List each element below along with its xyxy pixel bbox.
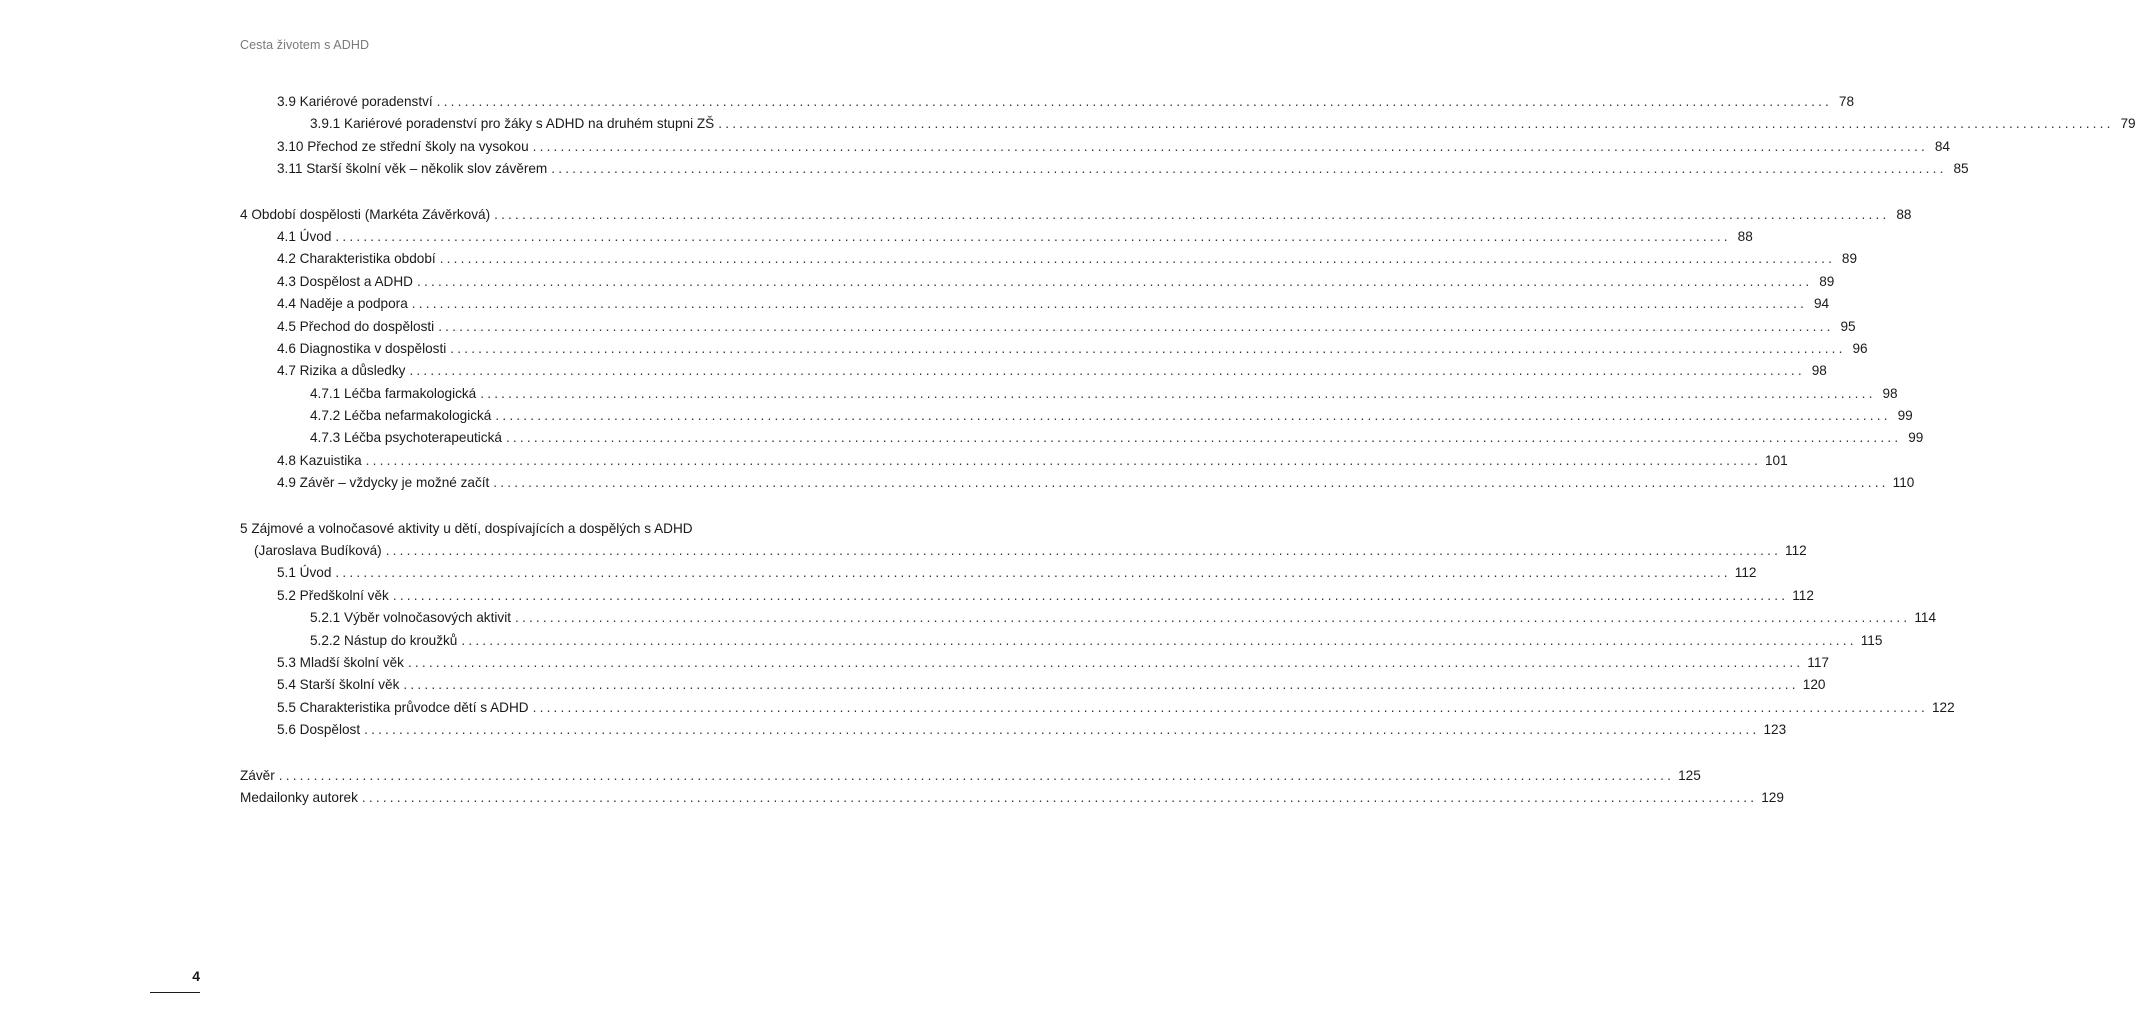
toc-entry-page: 84: [1934, 138, 1950, 154]
toc-entry-page: 115: [1860, 632, 1883, 648]
toc-entry-page: 98: [1882, 385, 1898, 401]
toc-section: [240, 765, 1784, 810]
toc-entry: [240, 427, 1924, 449]
toc-entry-title: 3.9 Kariérové poradenství: [277, 94, 433, 109]
toc-entry-page: 89: [1819, 273, 1835, 289]
toc-entry-title: 3.11 Starší školní věk – několik slov závěrem: [277, 161, 548, 177]
toc-section: [240, 91, 2136, 181]
toc-entry-title: 4.7.3 Léčba psychoterapeutická: [310, 430, 502, 446]
toc-entry-page: 78: [1838, 94, 1855, 109]
toc-entry-page: 85: [1953, 161, 1969, 177]
dot-leader: ........................................................................................................................................................................................................: [438, 318, 1834, 334]
toc-entry-page: 129: [1761, 789, 1784, 805]
toc-entry: [240, 630, 1883, 652]
toc-entry-title: 5.2.1 Výběr volnočasových aktivit: [310, 610, 511, 626]
toc-entry: [240, 113, 2136, 135]
dot-leader: ........................................................................................................................................................................................................: [407, 654, 1804, 670]
toc-entry-title: 4.7 Rizika a důsledky: [277, 363, 406, 379]
toc-entry: [240, 585, 1814, 607]
table-of-contents: [240, 91, 2136, 832]
toc-entry: [240, 652, 1829, 674]
toc-entry-page: 112: [1734, 565, 1757, 581]
toc-entry-page: 99: [1908, 430, 1924, 446]
toc-entry: [240, 136, 1950, 158]
toc-entry: [240, 450, 1788, 472]
toc-entry-title: 4.6 Diagnostika v dospělosti: [277, 340, 447, 356]
dot-leader: ........................................................................................................................................................................................................: [365, 452, 1761, 468]
toc-section: [240, 204, 1924, 495]
dot-leader: ........................................................................................................................................................................................................: [364, 722, 1760, 738]
toc-entry: [240, 540, 1807, 562]
toc-entry: [240, 472, 1915, 494]
dot-leader: ........................................................................................................................................................................................................: [411, 296, 1808, 312]
toc-entry-page: 101: [1765, 452, 1788, 468]
toc-entry: [240, 226, 1753, 248]
dot-leader: ........................................................................................................................................................................................................: [417, 273, 1813, 289]
dot-leader: ........................................................................................................................................................................................................: [392, 587, 1789, 603]
toc-entry: [240, 383, 1898, 405]
toc-entry-title: 5.4 Starší školní věk: [277, 677, 400, 693]
toc-entry-page: 117: [1807, 654, 1829, 670]
toc-entry-page: 122: [1931, 699, 1955, 715]
dot-leader: ........................................................................................................................................................................................................: [532, 138, 1928, 154]
toc-entry-page: 89: [1841, 251, 1858, 267]
toc-entry-page: 123: [1763, 722, 1787, 738]
dot-leader: ........................................................................................................................................................................................................: [494, 206, 1890, 222]
page-number-footer: [150, 968, 200, 993]
toc-entry-page: 88: [1896, 206, 1912, 222]
toc-entry-title: 3.9.1 Kariérové poradenství pro žáky s ADHD na druhém stupni ZŠ: [310, 116, 715, 132]
toc-entry-title: 4.8 Kazuistika: [277, 452, 362, 468]
toc-entry: [240, 91, 1855, 113]
toc-entry-title: 4 Období dospělosti (Markéta Závěrková): [240, 206, 491, 222]
toc-entry-title: 5 Zájmové a volnočasové aktivity u dětí, dospívajících a dospělých s ADHD: [240, 520, 693, 536]
toc-section: [240, 518, 1955, 742]
toc-entry-title: 4.1 Úvod: [277, 228, 332, 244]
toc-entry-title: 4.5 Přechod do dospělosti: [277, 318, 435, 334]
toc-entry-title: 4.7.2 Léčba nefarmakologická: [310, 408, 492, 424]
toc-entry-page: 95: [1840, 318, 1856, 334]
toc-entry-page: 110: [1892, 475, 1915, 491]
toc-entry: [240, 204, 1912, 226]
dot-leader: ........................................................................................................................................................................................................: [335, 565, 1731, 581]
toc-entry-title: 5.2.2 Nástup do kroužků: [310, 632, 458, 648]
toc-entry-title: Medailonky autorek: [240, 789, 358, 805]
toc-entry-title: Závěr: [240, 767, 275, 783]
toc-entry: [240, 697, 1955, 719]
toc-entry: [240, 338, 1868, 360]
dot-leader: ........................................................................................................................................................................................................: [450, 340, 1846, 356]
toc-entry-title: 3.10 Přechod ze střední školy na vysokou: [277, 138, 529, 154]
toc-entry-title: 4.2 Charakteristika období: [277, 251, 436, 267]
toc-entry-title: 4.4 Naděje a podpora: [277, 296, 408, 312]
toc-entry: [240, 518, 796, 540]
toc-entry-title: 4.7.1 Léčba farmakologická: [310, 385, 477, 401]
toc-entry: [240, 360, 1827, 382]
dot-leader: ........................................................................................................................................................................................................: [551, 161, 1947, 177]
toc-entry-title: 4.9 Závěr – vždycky je možné začít: [277, 475, 490, 491]
toc-entry: [240, 562, 1757, 584]
toc-entry-page: 112: [1785, 543, 1807, 559]
dot-leader: ........................................................................................................................................................................................................: [403, 677, 1799, 693]
toc-entry: [240, 765, 1701, 787]
toc-entry-title: (Jaroslava Budíková): [254, 543, 382, 559]
toc-entry-page: 94: [1814, 296, 1830, 312]
toc-entry-page: 98: [1811, 363, 1827, 379]
toc-entry-page: 99: [1897, 408, 1913, 424]
dot-leader: ........................................................................................................................................................................................................: [278, 767, 1675, 783]
dot-leader: ........................................................................................................................................................................................................: [461, 632, 1857, 648]
toc-entry-title: 5.5 Charakteristika průvodce dětí s ADHD: [277, 699, 529, 715]
toc-entry-page: 88: [1737, 228, 1753, 244]
dot-leader: ........................................................................................................................................................................................................: [718, 116, 2114, 132]
toc-entry: [240, 271, 1835, 293]
dot-leader: ........................................................................................................................................................................................................: [361, 789, 1758, 805]
toc-entry: [240, 674, 1826, 696]
dot-leader: ........................................................................................................................................................................................................: [532, 699, 1928, 715]
toc-entry: [240, 248, 1858, 270]
page-number: 4: [192, 968, 200, 984]
toc-entry-title: 5.1 Úvod: [277, 565, 332, 581]
toc-entry-title: 5.3 Mladší školní věk: [277, 654, 404, 670]
running-header: Cesta životem s ADHD: [240, 38, 370, 52]
toc-entry: [240, 293, 1830, 315]
toc-entry-title: 5.6 Dospělost: [277, 722, 361, 738]
dot-leader: ........................................................................................................................................................................................................: [493, 475, 1889, 491]
dot-leader: ........................................................................................................................................................................................................: [495, 408, 1891, 424]
toc-entry-page: 125: [1678, 767, 1701, 783]
toc-entry: [240, 607, 1937, 629]
toc-entry: [240, 787, 1784, 809]
toc-entry-page: 96: [1852, 340, 1868, 356]
dot-leader: ........................................................................................................................................................................................................: [515, 610, 1911, 626]
dot-leader: ........................................................................................................................................................................................................: [436, 94, 1833, 109]
toc-entry-page: 114: [1914, 610, 1937, 626]
toc-entry-page: 120: [1802, 677, 1826, 693]
toc-entry-page: 112: [1792, 587, 1814, 603]
toc-entry-title: 4.3 Dospělost a ADHD: [277, 273, 414, 289]
toc-entry: [240, 158, 1969, 180]
toc-entry: [240, 405, 1913, 427]
toc-entry: [240, 719, 1787, 741]
dot-leader: ........................................................................................................................................................................................................: [439, 251, 1836, 267]
dot-leader: ........................................................................................................................................................................................................: [505, 430, 1902, 446]
toc-entry-page: 79: [2120, 116, 2136, 132]
toc-entry: [240, 316, 1856, 338]
dot-leader: ........................................................................................................................................................................................................: [335, 228, 1731, 244]
dot-leader: ........................................................................................................................................................................................................: [409, 363, 1805, 379]
dot-leader: ........................................................................................................................................................................................................: [385, 543, 1782, 559]
toc-entry-title: 5.2 Předškolní věk: [277, 587, 389, 603]
dot-leader: ........................................................................................................................................................................................................: [480, 385, 1876, 401]
